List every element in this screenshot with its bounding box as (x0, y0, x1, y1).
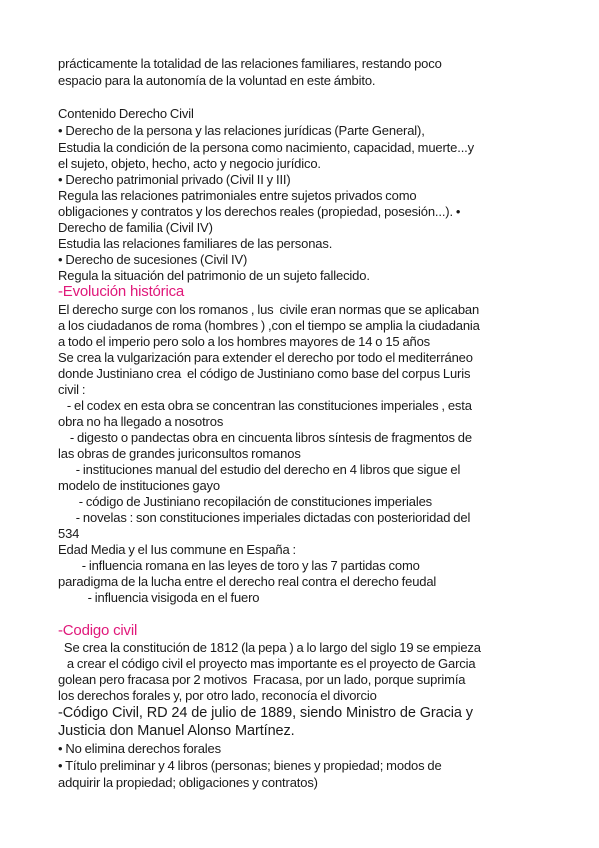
paragraph-line: modelo de instituciones gayo (58, 478, 220, 493)
list-item: • Derecho patrimonial privado (Civil II y III) (58, 172, 291, 187)
list-item: - el codex en esta obra se concentran las constituciones imperiales , esta (58, 398, 472, 413)
paragraph-line: donde Justiniano crea el código de Justiniano como base del corpus Luris (58, 366, 471, 381)
list-item: • Derecho de la persona y las relaciones jurídicas (Parte General), (58, 123, 425, 138)
paragraph-line: -Código Civil, RD 24 de julio de 1889, siendo Ministro de Gracia y (58, 705, 473, 721)
paragraph-line: a todo el imperio pero solo a los hombres mayores de 14 o 15 años (58, 334, 431, 349)
paragraph-line: El derecho surge con los romanos , lus civile eran normas que se aplicaban (58, 302, 480, 317)
paragraph-line: Regula las relaciones patrimoniales entre sujetos privados como (58, 188, 417, 203)
paragraph-line: Se crea la constitución de 1812 (la pepa ) a lo largo del siglo 19 se empieza (58, 640, 481, 655)
list-item: • Título preliminar y 4 libros (personas; bienes y propiedad; modos de (58, 758, 442, 773)
paragraph-line: Se crea la vulgarización para extender el derecho por todo el mediterráneo (58, 350, 473, 365)
paragraph-line: adquirir la propiedad; obligaciones y contratos) (58, 775, 318, 790)
list-item: - novelas : son constituciones imperiales dictadas con posterioridad del (58, 510, 471, 525)
list-item: • Derecho de sucesiones (Civil IV) (58, 252, 248, 267)
list-item: - instituciones manual del estudio del derecho en 4 libros que sigue el (58, 462, 461, 477)
paragraph-line: las obras de grandes juriconsultos romanos (58, 446, 301, 461)
paragraph-line: paradigma de la lucha entre el derecho real contra el derecho feudal (58, 574, 437, 589)
list-item: - influencia visigoda en el fuero (58, 590, 260, 605)
paragraph-line: a crear el código civil el proyecto mas importante es el proyecto de Garcia (58, 656, 476, 671)
paragraph-line: golean pero fracasa por 2 motivos Fracasa, por un lado, porque suprimía (58, 672, 466, 687)
list-item: - digesto o pandectas obra en cincuenta libros síntesis de fragmentos de (58, 430, 472, 445)
section-title: Contenido Derecho Civil (58, 106, 194, 121)
section-heading: -Codigo civil (58, 622, 138, 639)
paragraph-line: Regula la situación del patrimonio de un sujeto fallecido. (58, 268, 370, 283)
paragraph-line: el sujeto, objeto, hecho, acto y negocio jurídico. (58, 156, 321, 171)
paragraph-line: los derechos forales y, por otro lado, reconocía el divorcio (58, 688, 377, 703)
paragraph-line: Justicia don Manuel Alonso Martínez. (58, 723, 295, 739)
section-heading: -Evolución histórica (58, 283, 185, 300)
paragraph-line: prácticamente la totalidad de las relaciones familiares, restando poco (58, 56, 442, 71)
paragraph-line: Edad Media y el Ius commune en España : (58, 542, 297, 557)
list-item: Derecho de familia (Civil IV) (58, 220, 213, 235)
paragraph-line: Estudia las relaciones familiares de las personas. (58, 236, 333, 251)
list-item: • No elimina derechos forales (58, 741, 221, 756)
paragraph-line: civil : (58, 382, 86, 397)
paragraph-line: 534 (58, 526, 80, 541)
paragraph-line: a los ciudadanos de roma (hombres ) ,con el tiempo se amplia la ciudadania (58, 318, 480, 333)
list-item: - código de Justiniano recopilación de constituciones imperiales (58, 494, 433, 509)
paragraph-line: espacio para la autonomía de la voluntad en este ámbito. (58, 73, 376, 88)
paragraph-line: Estudia la condición de la persona como nacimiento, capacidad, muerte...y (58, 140, 474, 155)
paragraph-line: obra no ha llegado a nosotros (58, 414, 224, 429)
paragraph-line: obligaciones y contratos y los derechos reales (propiedad, posesión...). • (58, 204, 461, 219)
list-item: - influencia romana en las leyes de toro y las 7 partidas como (58, 558, 420, 573)
